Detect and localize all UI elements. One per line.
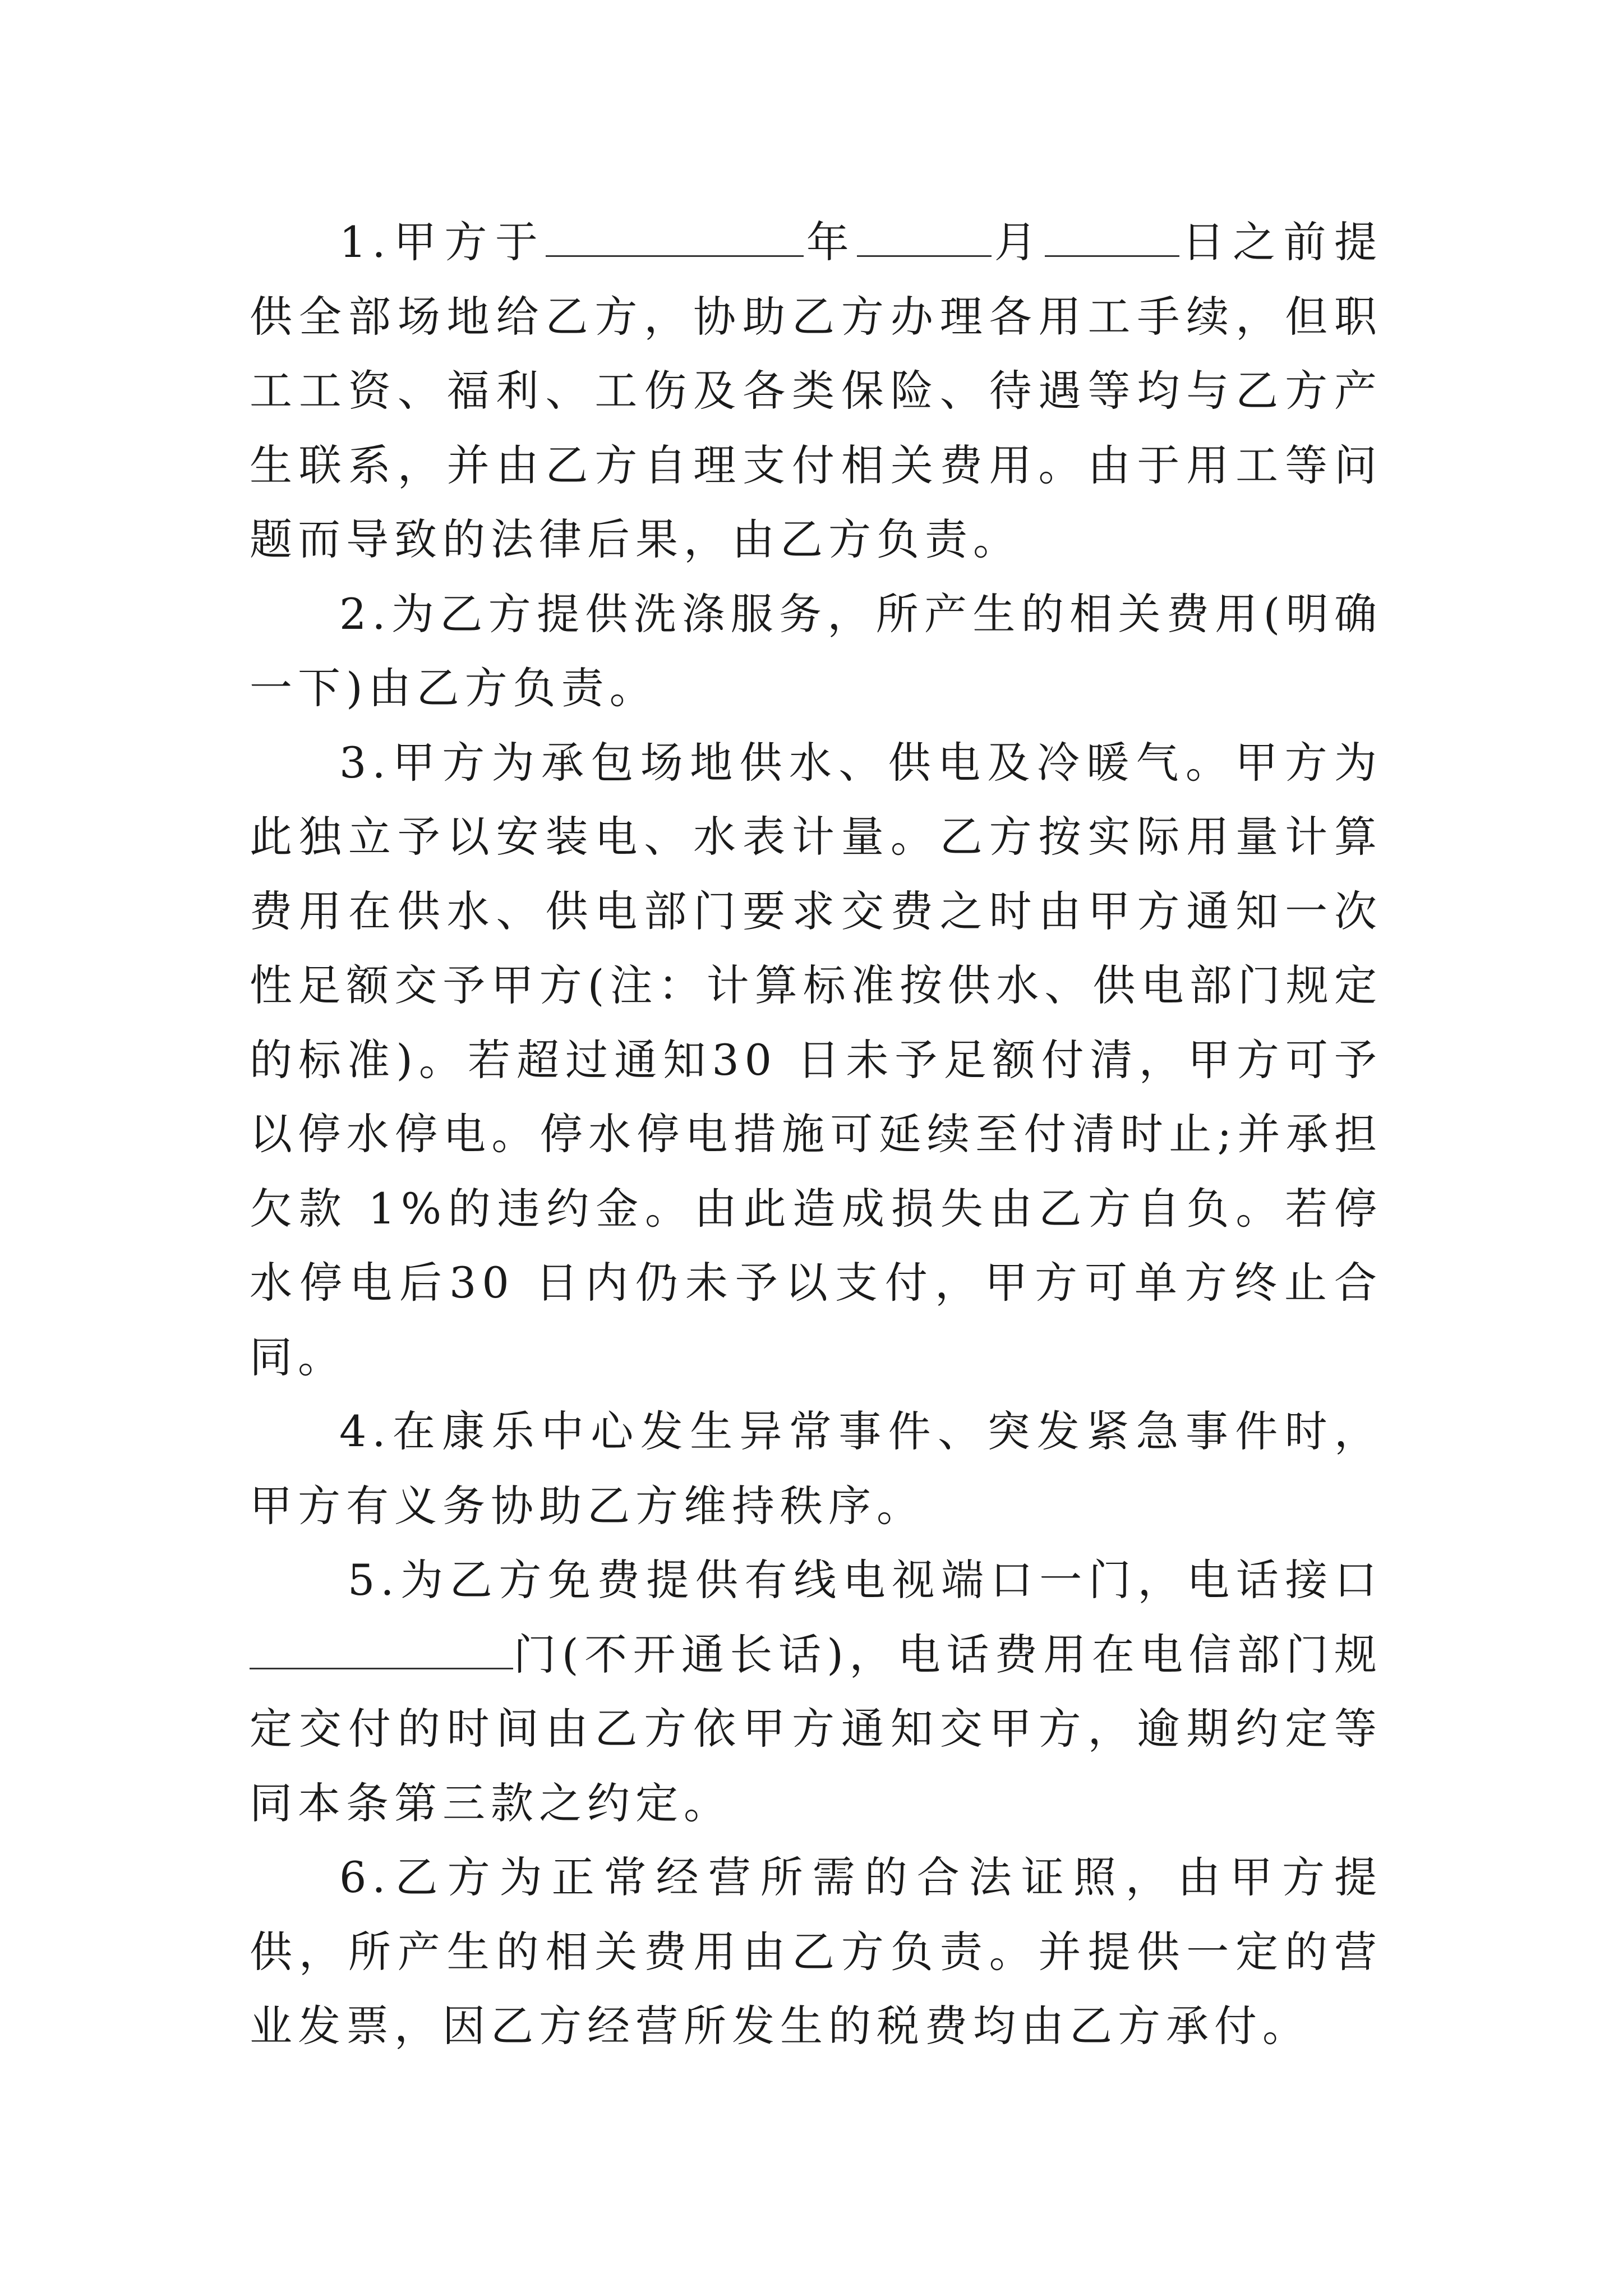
month-label: 月 — [992, 217, 1045, 267]
clause-3: 3.甲方为承包场地供水、供电及冷暖气。甲方为此独立予以安装电、水表计量。乙方按实际用量计算费用在供水、供电部门要求交费之时由甲方通知一次性足额交予甲方(注：计算标准按供水、供电部门规定的标准)。若超过通知30 日未予足额付清，甲方可予以停水停电。停水停电措施可延续至付清时止;并承担欠款 1%的违约金。由此造成损失由乙方自负。若停水停电后30 日内仍未予以支付，甲方可单方终止合同。 — [250, 737, 1382, 1382]
clause-5-body: 门(不开通长话)，电话费用在电信部门规定交付的时间由乙方依甲方通知交甲方，逾期约定等同本条第三款之约定。 — [250, 1629, 1382, 1828]
clause-1-body: 日之前提供全部场地给乙方，协助乙方办理各用工手续，但职工工资、福利、工伤及各类保险、待遇等均与乙方产生联系，并由乙方自理支付相关费用。由于用工等问题而导致的法律后果，由乙方负责。 — [250, 217, 1383, 564]
clause-1-lead: 1.甲方于 — [339, 217, 546, 267]
month-blank — [857, 216, 992, 257]
year-label: 年 — [804, 217, 857, 267]
clause-2: 2.为乙方提供洗涤服务，所产生的相关费用(明确一下)由乙方负责。 — [250, 588, 1382, 713]
clause-5-lead: 5.为乙方免费提供有线电视端口一门，电话接口 — [348, 1555, 1382, 1605]
clause-5 — [250, 1543, 1382, 1841]
clause-4: 4.在康乐中心发生异常事件、突发紧急事件时，甲方有义务协助乙方维持秩序。 — [250, 1406, 1382, 1531]
year-blank — [546, 216, 804, 257]
phone-port-blank — [250, 1628, 513, 1669]
contract-clauses — [250, 205, 1382, 2064]
clause-6: 6.乙方为正常经营所需的合法证照，由甲方提供，所产生的相关费用由乙方负责。并提供一定的营业发票，因乙方经营所发生的税费均由乙方承付。 — [250, 1852, 1382, 2051]
clause-1 — [250, 205, 1382, 577]
day-blank — [1045, 216, 1179, 257]
